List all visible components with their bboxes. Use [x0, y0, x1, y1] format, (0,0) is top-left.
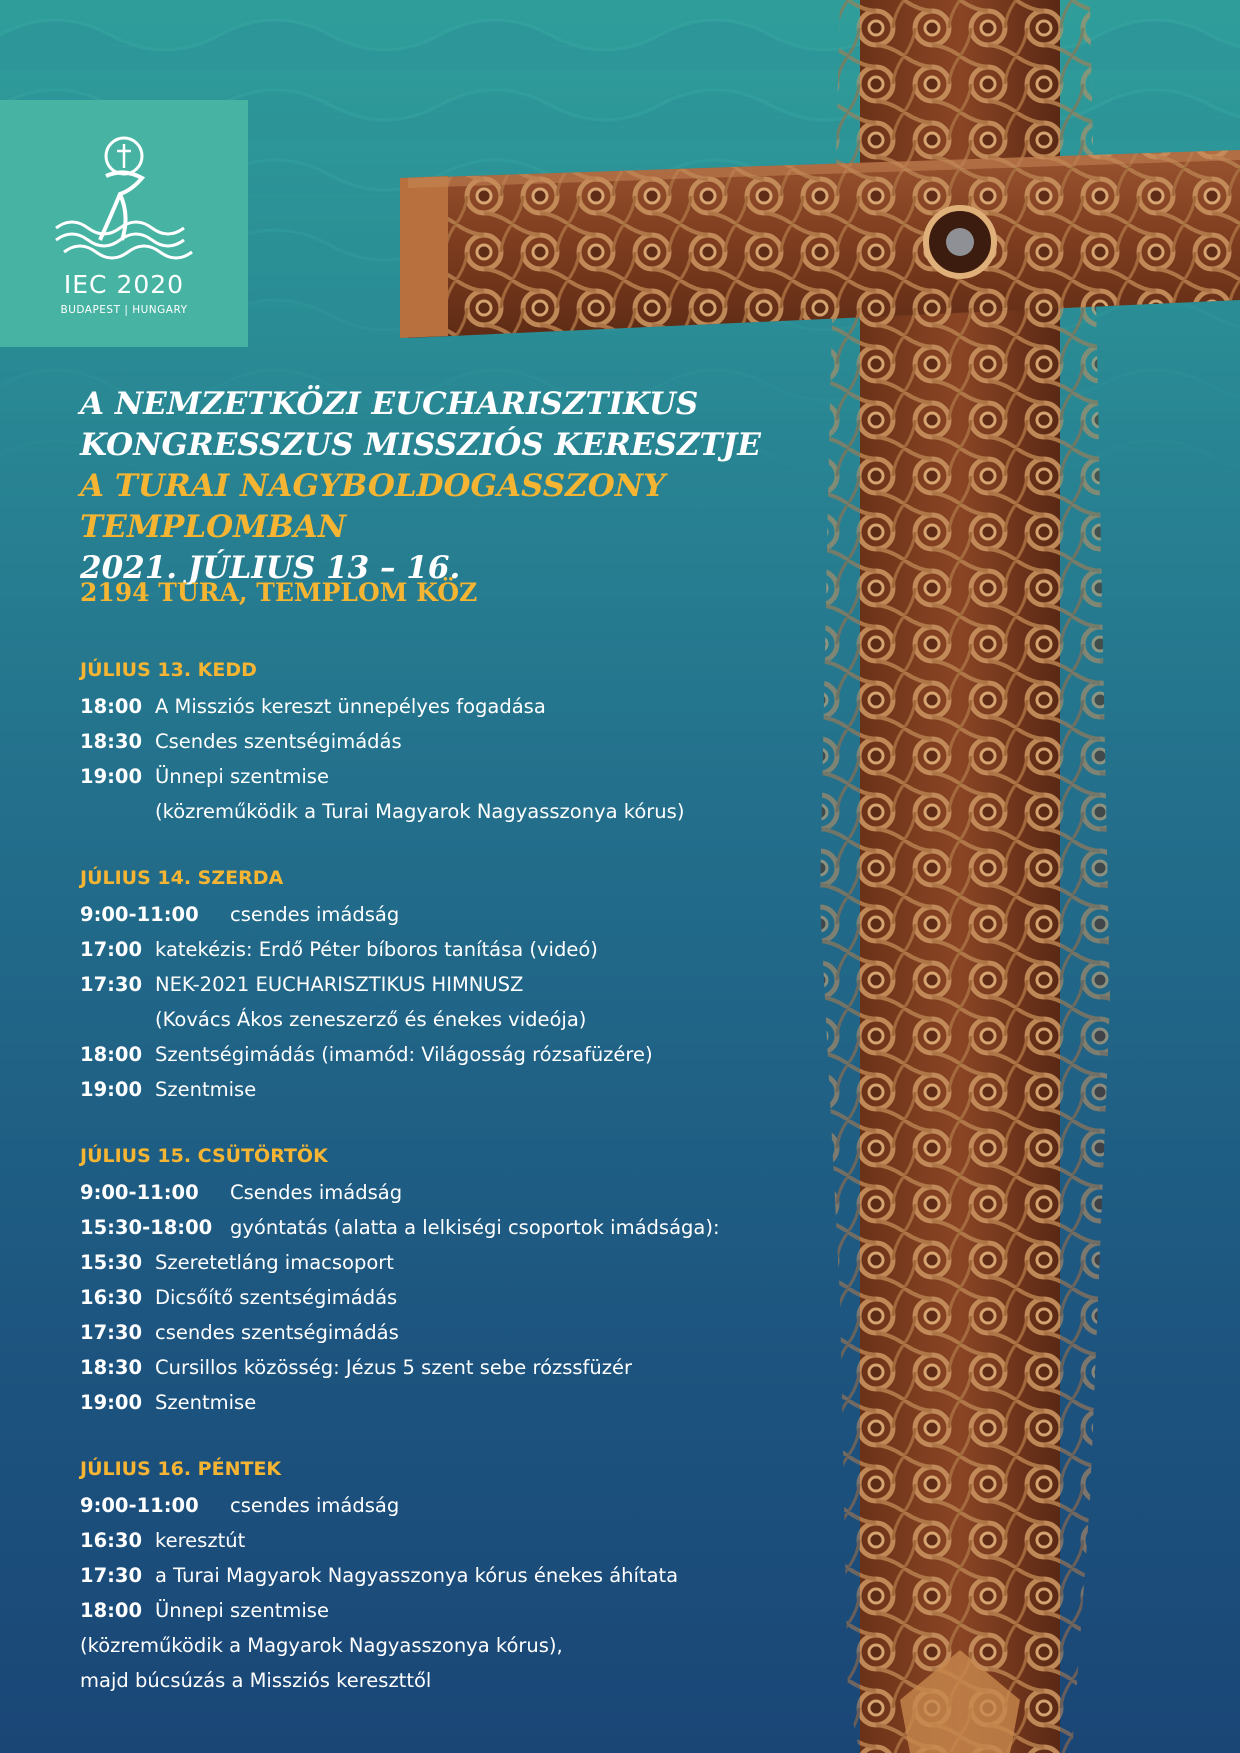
- schedule-row: [80, 1210, 900, 1245]
- event-time: 18:00: [80, 1599, 143, 1622]
- schedule-row: [80, 759, 900, 794]
- schedule-row: [80, 1037, 900, 1072]
- event-desc: A Missziós kereszt ünnepélyes fogadása: [155, 695, 546, 718]
- closing-note: (közreműködik a Magyarok Nagyasszonya kórus),: [80, 1634, 563, 1657]
- event-desc: gyóntatás (alatta a lelkiségi csoportok imádsága):: [230, 1216, 720, 1239]
- schedule-row: [80, 1315, 900, 1350]
- event-desc: a Turai Magyarok Nagyasszonya kórus énekes áhítata: [155, 1564, 679, 1587]
- event-note: (közreműködik a Turai Magyarok Nagyasszonya kórus): [155, 800, 685, 823]
- event-desc: csendes szentségimádás: [155, 1321, 399, 1344]
- schedule-row: [80, 1488, 900, 1523]
- event-desc: Ünnepi szentmise: [155, 1599, 329, 1622]
- day-title: JÚLIUS 13. KEDD: [80, 659, 257, 681]
- event-time: 19:00: [80, 1391, 143, 1414]
- event-desc: csendes imádság: [230, 903, 400, 926]
- event-time: 9:00-11:00: [80, 903, 199, 926]
- iec-logo: [0, 100, 248, 347]
- logo-title: IEC 2020: [63, 270, 185, 299]
- event-time: 16:30: [80, 1286, 143, 1309]
- venue-address: 2194 TURA, TEMPLOM KÖZ: [80, 578, 478, 607]
- event-time: 18:30: [80, 730, 143, 753]
- closing-note: majd búcsúzás a Missziós kereszttől: [80, 1669, 432, 1692]
- event-time: 19:00: [80, 765, 143, 788]
- event-desc: katekézis: Erdő Péter bíboros tanítása (videó): [155, 938, 598, 961]
- schedule-row: [80, 1245, 900, 1280]
- day-block-szerda: [80, 863, 900, 1107]
- event-desc: Dicsőítő szentségimádás: [155, 1286, 398, 1309]
- event-desc: Szentmise: [155, 1078, 257, 1101]
- schedule-row: [80, 1523, 900, 1558]
- event-desc: csendes imádság: [230, 1494, 400, 1517]
- event-time: 9:00-11:00: [80, 1494, 199, 1517]
- schedule-row: [80, 1593, 900, 1628]
- headline-line-2: KONGRESSZUS MISSZIÓS KERESZTJE: [80, 427, 761, 463]
- event-time: 17:30: [80, 1321, 143, 1344]
- event-time: 17:30: [80, 1564, 143, 1587]
- event-desc: Szeretetláng imacsoport: [155, 1251, 394, 1274]
- schedule-row: [80, 967, 900, 1002]
- schedule-row: [80, 1072, 900, 1107]
- event-desc: Csendes imádság: [230, 1181, 403, 1204]
- event-time: 9:00-11:00: [80, 1181, 199, 1204]
- event-desc: Szentmise: [155, 1391, 257, 1414]
- event-time: 18:30: [80, 1356, 143, 1379]
- headline-venue: A TURAI NAGYBOLDOGASSZONY TEMPLOMBAN: [80, 468, 666, 545]
- day-title: JÚLIUS 14. SZERDA: [80, 867, 284, 889]
- day-block-kedd: [80, 655, 900, 829]
- event-time: 15:30-18:00: [80, 1216, 213, 1239]
- event-time: 18:00: [80, 1043, 143, 1066]
- event-desc: keresztút: [155, 1529, 246, 1552]
- schedule: [80, 655, 900, 1732]
- event-time: 17:00: [80, 938, 143, 961]
- event-time: 19:00: [80, 1078, 143, 1101]
- event-desc: Csendes szentségimádás: [155, 730, 402, 753]
- event-note: (Kovács Ákos zeneszerző és énekes videója): [155, 1008, 587, 1031]
- schedule-row: [80, 1558, 900, 1593]
- headline-dates: 2021. JÚLIUS 13 – 16.: [80, 550, 461, 586]
- schedule-row: [80, 1280, 900, 1315]
- day-block-pentek: [80, 1454, 900, 1698]
- event-time: 15:30: [80, 1251, 143, 1274]
- day-block-csutortok: [80, 1141, 900, 1420]
- day-title: JÚLIUS 15. CSÜTÖRTÖK: [80, 1145, 328, 1167]
- event-desc: Ünnepi szentmise: [155, 765, 329, 788]
- schedule-row: [80, 1385, 900, 1420]
- event-headline: [80, 384, 940, 589]
- day-title: JÚLIUS 16. PÉNTEK: [80, 1458, 282, 1480]
- event-desc: NEK-2021 EUCHARISZTIKUS HIMNUSZ: [155, 973, 524, 996]
- headline-line-1: A NEMZETKÖZI EUCHARISZTIKUS: [80, 386, 699, 422]
- schedule-row: [80, 1175, 900, 1210]
- schedule-row: [80, 1350, 900, 1385]
- schedule-row: [80, 897, 900, 932]
- logo-subtitle: BUDAPEST | HUNGARY: [60, 304, 188, 316]
- event-desc: Cursillos közösség: Jézus 5 szent sebe rózssfüzér: [155, 1356, 633, 1379]
- schedule-row: [80, 724, 900, 759]
- event-time: 17:30: [80, 973, 143, 996]
- iec-emblem-icon: [50, 128, 198, 268]
- event-desc: Szentségimádás (imamód: Világosság rózsafüzére): [155, 1043, 653, 1066]
- schedule-row: [80, 932, 900, 967]
- event-time: 16:30: [80, 1529, 143, 1552]
- event-time: 18:00: [80, 695, 143, 718]
- schedule-row: [80, 689, 900, 724]
